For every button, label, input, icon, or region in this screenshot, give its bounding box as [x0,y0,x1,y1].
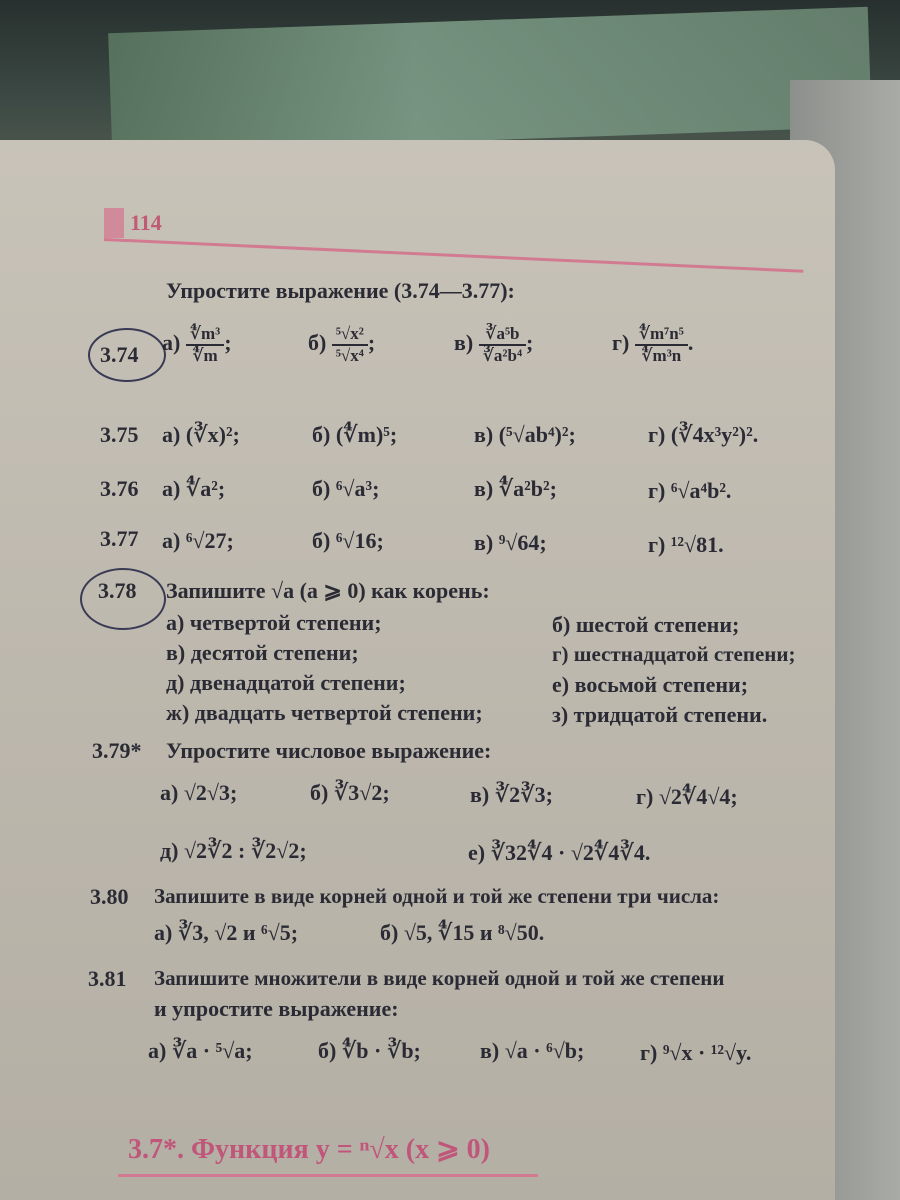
problem-381-title-line1: Запишите множители в виде корней одной и той же степени [154,966,725,990]
intro-text: Упростите выражение (3.74—3.77): [166,278,515,303]
item-381a: а) ∛a · ⁵√a; [148,1038,253,1063]
fraction [635,324,688,366]
problem-number-378: 3.78 [98,578,137,603]
item-end: ; [367,330,376,356]
item-378a: а) четвертой степени; [166,610,382,635]
item-379b: б) ∛3√2; [310,780,390,805]
numerator: ∛a⁵b [479,324,526,346]
item-375b: б) (∜m)⁵; [312,422,398,447]
fraction [186,324,224,366]
item-374d [612,324,693,366]
page-number-marker [104,208,124,238]
item-378f: е) восьмой степени; [552,672,749,697]
item-374c [454,324,533,366]
fraction [479,324,526,366]
item-381c: в) √a · ⁶√b; [480,1038,585,1063]
item-end: . [687,330,694,356]
numerator: ∜m³ [186,324,224,346]
section-heading-rule [118,1174,538,1177]
item-378g: ж) двадцать четвертой степени; [166,700,483,725]
problem-number-379: 3.79* [92,738,142,763]
item-letter: г) [612,330,630,356]
item-378d: г) шестнадцатой степени; [552,642,796,666]
item-379a: а) √2√3; [160,780,238,805]
item-375c: в) (⁵√ab⁴)²; [474,422,576,447]
problem-381-title-line2: и упростите выражение: [154,996,399,1021]
item-376b: б) ⁶√a³; [312,476,380,501]
item-376c: в) ∜a²b²; [474,476,557,501]
item-letter: а) [162,330,181,356]
item-375a: а) (∛x)²; [162,422,240,447]
item-378h: з) тридцатой степени. [552,702,768,727]
item-375d: г) (∛4x³y²)². [648,422,759,447]
item-381d: г) ⁹√x · ¹²√y. [640,1040,752,1065]
item-377a: а) ⁶√27; [162,528,234,553]
item-380b: б) √5, ∜15 и ⁸√50. [380,920,545,945]
item-377b: б) ⁶√16; [312,528,384,553]
problem-number-375: 3.75 [100,422,139,447]
problem-378-title: Запишите √a (a ⩾ 0) как корень: [166,578,490,603]
problem-379-title: Упростите числовое выражение: [166,738,492,763]
item-379d: г) √2∜4√4; [636,784,738,809]
item-letter: в) [454,330,474,356]
problem-number-377: 3.77 [100,526,139,551]
fraction [332,324,368,366]
problem-number-380: 3.80 [90,884,129,909]
denominator: ∛a²b⁴ [482,346,523,365]
item-378e: д) двенадцатой степени; [166,670,406,695]
item-end: ; [224,330,232,356]
item-376d: г) ⁶√a⁴b². [648,478,732,503]
item-letter: б) [308,330,327,356]
item-377d: г) ¹²√81. [648,532,724,557]
item-379c: в) ∛2∛3; [470,782,553,807]
item-374b [308,324,375,366]
item-377c: в) ⁹√64; [474,530,547,555]
denominator: ∜m [192,346,218,365]
item-376a: а) ∜a²; [162,476,226,501]
item-374a [162,324,232,366]
problem-number-376: 3.76 [100,476,139,501]
item-381b: б) ∜b · ∛b; [318,1038,421,1063]
numerator: ⁵√x² [332,324,368,346]
item-379f: е) ∛32∜4 · √2∜4∛4. [468,840,651,865]
page-number: 114 [130,210,162,235]
problem-number-381: 3.81 [88,966,127,991]
item-380a: а) ∛3, √2 и ⁶√5; [154,920,299,945]
item-378b: б) шестой степени; [552,612,740,637]
denominator: ∜m³n [641,346,682,365]
problem-number-374: 3.74 [100,342,139,367]
item-378c: в) десятой степени; [166,640,359,665]
header-rule [104,238,803,273]
section-heading: 3.7*. Функция y = ⁿ√x (x ⩾ 0) [128,1134,490,1165]
problem-380-title: Запишите в виде корней одной и той же степени три числа: [154,884,720,908]
item-379e: д) √2∛2 : ∛2√2; [160,838,307,863]
numerator: ∜m⁷n⁵ [635,324,688,346]
textbook-page [0,140,835,1200]
denominator: ⁵√x⁴ [335,346,364,365]
item-end: ; [526,330,534,356]
